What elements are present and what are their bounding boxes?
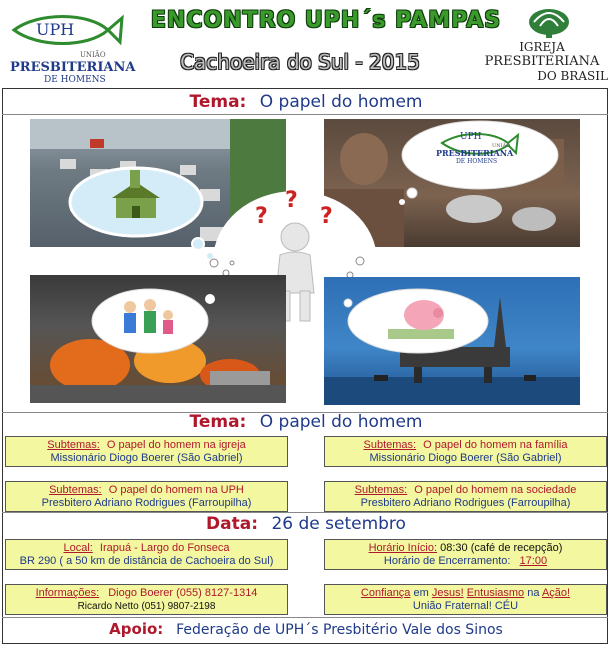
subtema-topic: O papel do homem na igreja [106, 439, 246, 451]
slogan-word: em [413, 587, 429, 599]
tema-label: Tema: [189, 412, 247, 432]
subtema-speaker: Missionário Diogo Boerer (São Gabriel) [50, 452, 243, 464]
family-thought-bubble [88, 285, 218, 365]
divider [2, 617, 608, 618]
subtema-speaker: Missionário Diogo Boerer (São Gabriel) [369, 452, 562, 464]
subtema-speaker: Presbitero Adriano Rodrigues (Farroupilha) [41, 497, 252, 509]
money-thought-bubble [340, 285, 490, 365]
info-contact-1: Diogo Boerer (055) 8127-1314 [108, 587, 258, 599]
horario-inicio-label: Horário Início: [368, 542, 438, 554]
bubble-logo-line3: DE HOMENS [456, 158, 498, 165]
slogan-word: Jesus! [431, 587, 464, 599]
illustration-area [4, 115, 608, 413]
bush-icon [524, 4, 574, 38]
ipb-logo [476, 4, 608, 86]
uph-logo [8, 10, 136, 85]
subtema-box-2 [324, 436, 607, 467]
subtema-topic: O papel do homem na família [423, 439, 568, 451]
uph-logo-line3: DE HOMENS [44, 75, 106, 85]
bubble-logo-line1: UNIÃO [492, 143, 511, 149]
slogan-word: na [527, 587, 540, 599]
horario-fim-value: 17:00 [519, 555, 548, 567]
tema-bottom [0, 412, 612, 432]
header [0, 0, 612, 88]
uph-logo-letters: UPH [36, 20, 75, 39]
bubble-logo-letters: UPH [460, 132, 482, 142]
tema-label: Tema: [189, 92, 247, 112]
page-title: ENCONTRO UPH´s PAMPAS [150, 8, 502, 33]
subtema-label: Subtemas: [354, 484, 408, 496]
tema-top [0, 92, 612, 112]
slogan-word: Confiança [360, 587, 411, 599]
info-contact-2: Ricardo Netto (051) 9807-2198 [77, 601, 216, 612]
apoio-label: Apoio: [109, 620, 164, 638]
apoio-value: Federação de UPH´s Presbitério Vale dos Sinos [176, 622, 503, 638]
svg-text:?: ? [255, 204, 268, 229]
event-date [0, 514, 612, 534]
ipb-logo-line1: IGREJA [519, 40, 565, 54]
svg-text:?: ? [320, 204, 333, 229]
date-label: Data: [206, 514, 259, 534]
divider [2, 114, 608, 115]
subtema-label: Subtemas: [47, 439, 100, 451]
subtema-topic: O papel do homem na UPH [108, 484, 244, 496]
ipb-logo-line2: PRESBITERIANA [484, 54, 600, 69]
slogan-line-2: União Fraternal! CÉU [412, 600, 519, 612]
subtema-speaker: Presbitero Adriano Rodrigues (Farroupilha) [360, 497, 571, 509]
svg-text:?: ? [285, 188, 298, 213]
subtema-label: Subtemas: [49, 484, 102, 496]
subtema-label: Subtemas: [363, 439, 417, 451]
slogan-word: Entusiasmo [466, 587, 525, 599]
uph-logo-line2: PRESBITERIANA [10, 60, 136, 75]
local-detail: BR 290 ( a 50 km de distância de Cachoeira do Sul) [19, 555, 274, 567]
divider [2, 512, 608, 513]
local-box [5, 539, 288, 570]
apoio [0, 620, 612, 638]
bubble-logo-line2: PRESBITERIANA [436, 148, 514, 158]
local-label: Local: [63, 542, 93, 554]
horario-fim-label: Horário de Encerramento: [383, 555, 511, 567]
subtema-topic: O papel do homem na sociedade [414, 484, 577, 496]
subtema-box-1 [5, 436, 288, 467]
horario-inicio-value: 08:30 (café de recepção) [440, 542, 563, 554]
slogan-word: Ação! [541, 587, 571, 599]
ipb-logo-line3: DO BRASIL [537, 69, 608, 83]
tema-value: O papel do homem [259, 92, 423, 112]
subtema-box-3 [5, 481, 288, 512]
date-value: 26 de setembro [271, 514, 406, 534]
page-subtitle: Cachoeira do Sul - 2015 [180, 50, 420, 74]
subtema-box-4 [324, 481, 607, 512]
horario-box [324, 539, 607, 570]
tema-value: O papel do homem [259, 412, 423, 432]
info-box [5, 584, 288, 615]
divider [2, 412, 608, 413]
local-value: Irapuá - Largo do Fonseca [99, 542, 230, 554]
slogan-box [324, 584, 607, 615]
info-label: Informações: [35, 587, 100, 599]
church-thought-bubble [66, 160, 216, 260]
uph-logo-line1: UNIÃO [80, 51, 106, 59]
